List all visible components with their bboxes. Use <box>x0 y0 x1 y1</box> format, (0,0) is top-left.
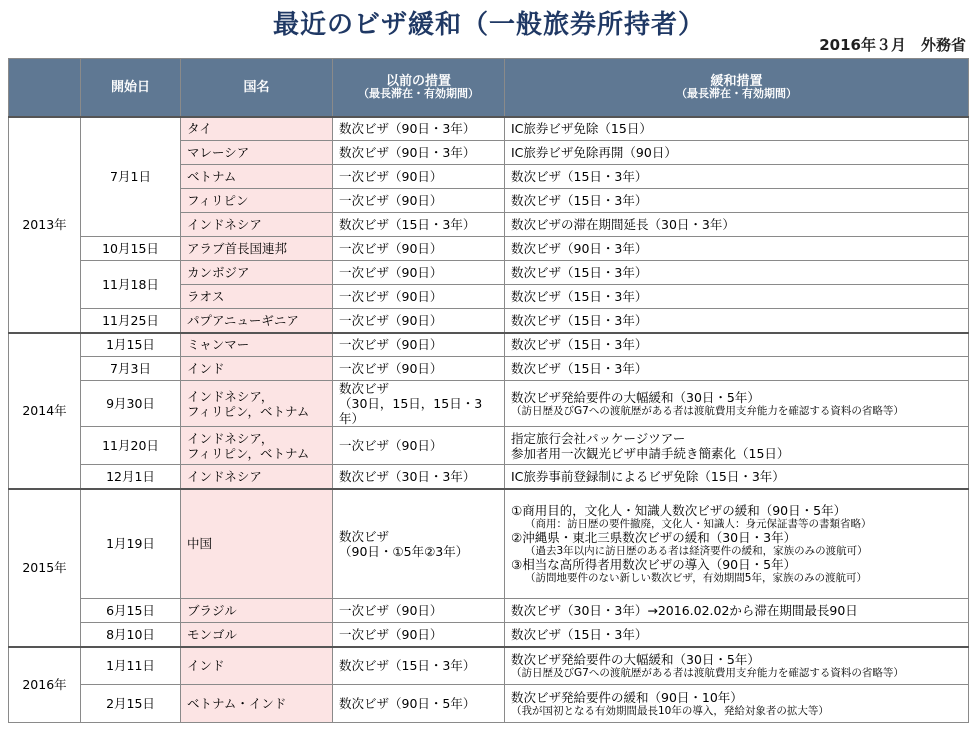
country-line: インドネシア， <box>187 430 274 446</box>
header-after-sub: （最長滞在・有効期間） <box>676 87 797 101</box>
header-after-main: 緩和措置 <box>710 74 763 90</box>
table-row <box>9 357 969 381</box>
country-cell: ベトナム <box>181 165 333 189</box>
country-cell: 中国 <box>181 489 333 599</box>
before-line: （90日・①5年②3年） <box>339 543 469 559</box>
after-cell: IC旅券ビザ免除再開（90日） <box>505 141 969 165</box>
before-cell: 一次ビザ（90日） <box>333 165 505 189</box>
country-cell: ラオス <box>181 285 333 309</box>
before-cell: 一次ビザ（90日） <box>333 237 505 261</box>
after-line: 参加者用一次観光ビザ申請手続き簡素化（15日） <box>511 445 790 461</box>
year-cell: 2014年 <box>9 333 81 489</box>
country-cell: ベトナム・インド <box>181 685 333 723</box>
after-note: （訪日歴及びG7への渡航歴がある者は渡航費用支弁能力を確認する資料の省略等） <box>511 405 904 417</box>
after-note: （我が国初となる有効期間最長10年の導入，発給対象者の拡大等） <box>511 705 829 717</box>
visa-table <box>8 58 969 723</box>
before-cell: 一次ビザ（90日） <box>333 427 505 465</box>
after-cell: IC旅券事前登録制によるビザ免除（15日・3年） <box>505 465 969 489</box>
header-before-main: 以前の措置 <box>385 74 451 90</box>
country-cell: フィリピン <box>181 189 333 213</box>
after-cell: IC旅券ビザ免除（15日） <box>505 117 969 141</box>
country-cell: モンゴル <box>181 623 333 647</box>
year-cell: 2013年 <box>9 117 81 333</box>
header-year <box>9 59 81 117</box>
table-row <box>9 685 969 723</box>
country-cell: ミャンマー <box>181 333 333 357</box>
after-line: ①商用目的，文化人・知識人数次ビザの緩和（90日・5年） <box>511 503 847 519</box>
date-cell: 11月20日 <box>81 427 181 465</box>
before-cell: 数次ビザ（15日・3年） <box>333 213 505 237</box>
before-cell: 一次ビザ（90日） <box>333 261 505 285</box>
after-cell <box>505 381 969 427</box>
country-line: フィリピン，ベトナム <box>187 403 310 419</box>
header-after <box>505 59 969 117</box>
after-cell: 数次ビザ（15日・3年） <box>505 189 969 213</box>
table-row <box>9 465 969 489</box>
date-cell: 1月15日 <box>81 333 181 357</box>
date-cell: 10月15日 <box>81 237 181 261</box>
country-line: フィリピン，ベトナム <box>187 445 310 461</box>
date-cell: 7月1日 <box>81 117 181 237</box>
date-cell: 6月15日 <box>81 599 181 623</box>
year-cell: 2016年 <box>9 647 81 723</box>
country-cell: アラブ首長国連邦 <box>181 237 333 261</box>
after-cell: 数次ビザの滞在期間延長（30日・3年） <box>505 213 969 237</box>
after-cell <box>505 489 969 599</box>
before-cell: 一次ビザ（90日） <box>333 285 505 309</box>
after-cell: 数次ビザ（15日・3年） <box>505 261 969 285</box>
after-line: 数次ビザ発給要件の大幅緩和（30日・5年） <box>511 390 760 405</box>
before-cell: 一次ビザ（90日） <box>333 623 505 647</box>
after-cell <box>505 647 969 685</box>
header-start-date: 開始日 <box>81 59 181 117</box>
before-cell: 一次ビザ（90日） <box>333 357 505 381</box>
before-cell: 一次ビザ（90日） <box>333 333 505 357</box>
header-row <box>9 59 969 117</box>
table-row <box>9 381 969 427</box>
after-cell <box>505 427 969 465</box>
after-line: ③相当な高所得者用数次ビザの導入（90日・5年） <box>511 557 797 573</box>
country-cell: マレーシア <box>181 141 333 165</box>
country-cell <box>181 427 333 465</box>
country-cell <box>181 381 333 427</box>
date-cell: 11月25日 <box>81 309 181 333</box>
before-cell: 一次ビザ（90日） <box>333 309 505 333</box>
before-cell <box>333 489 505 599</box>
table-row <box>9 237 969 261</box>
before-line: 数次ビザ <box>339 528 390 544</box>
header-before <box>333 59 505 117</box>
date-cell: 9月30日 <box>81 381 181 427</box>
source-date: 2016年３月 外務省 <box>819 36 966 54</box>
country-cell: インドネシア <box>181 465 333 489</box>
after-line: ②沖縄県・東北三県数次ビザの緩和（30日・3年） <box>511 530 797 546</box>
after-cell: 数次ビザ（90日・3年） <box>505 237 969 261</box>
after-cell: 数次ビザ（15日・3年） <box>505 285 969 309</box>
after-note: （過去3年以内に訪日歴のある者は経済要件の緩和，家族のみの渡航可） <box>525 545 868 558</box>
country-cell: インドネシア <box>181 213 333 237</box>
after-line: 数次ビザ発給要件の緩和（90日・10年） <box>511 690 743 705</box>
table-row <box>9 333 969 357</box>
table-row <box>9 623 969 647</box>
table-row <box>9 261 969 285</box>
before-cell: 数次ビザ（30日・3年） <box>333 465 505 489</box>
after-cell: 数次ビザ（15日・3年） <box>505 623 969 647</box>
country-cell: パプアニューギニア <box>181 309 333 333</box>
date-cell: 8月10日 <box>81 623 181 647</box>
page-title: 最近のビザ緩和（一般旅券所持者） <box>272 10 705 40</box>
date-cell: 2月15日 <box>81 685 181 723</box>
country-cell: タイ <box>181 117 333 141</box>
country-cell: インド <box>181 357 333 381</box>
after-cell: 数次ビザ（15日・3年） <box>505 165 969 189</box>
after-note: （訪日歴及びG7への渡航歴がある者は渡航費用支弁能力を確認する資料の省略等） <box>511 667 904 680</box>
table-row <box>9 489 969 599</box>
country-cell: インド <box>181 647 333 685</box>
after-cell: 数次ビザ（15日・3年） <box>505 357 969 381</box>
year-cell: 2015年 <box>9 489 81 647</box>
before-line: 数次ビザ <box>339 381 390 396</box>
after-line: 数次ビザ発給要件の大幅緩和（30日・5年） <box>511 652 760 668</box>
after-line: 指定旅行会社パッケージツアー <box>511 430 686 446</box>
after-cell: 数次ビザ（30日・3年）→2016.02.02から滞在期間最長90日 <box>505 599 969 623</box>
before-cell <box>333 381 505 427</box>
header-before-sub: （最長滞在・有効期間） <box>358 87 479 101</box>
country-cell: カンボジア <box>181 261 333 285</box>
country-line: インドネシア， <box>187 388 274 404</box>
date-cell: 12月1日 <box>81 465 181 489</box>
table-row <box>9 427 969 465</box>
after-note: （訪問地要件のない新しい数次ビザ，有効期間5年，家族のみの渡航可） <box>525 572 867 585</box>
country-cell: ブラジル <box>181 599 333 623</box>
before-cell: 数次ビザ（15日・3年） <box>333 647 505 685</box>
date-cell: 11月18日 <box>81 261 181 309</box>
before-line: （30日，15日，15日・3年） <box>339 396 483 426</box>
before-cell: 数次ビザ（90日・5年） <box>333 685 505 723</box>
table-row <box>9 647 969 685</box>
date-cell: 1月19日 <box>81 489 181 599</box>
after-cell <box>505 685 969 723</box>
before-cell: 数次ビザ（90日・3年） <box>333 141 505 165</box>
after-note: （商用：訪日歴の要件撤廃，文化人・知識人：身元保証書等の書類省略） <box>525 518 872 531</box>
date-cell: 7月3日 <box>81 357 181 381</box>
before-cell: 一次ビザ（90日） <box>333 189 505 213</box>
table-row <box>9 309 969 333</box>
table-row <box>9 599 969 623</box>
table-row <box>9 117 969 141</box>
after-cell: 数次ビザ（15日・3年） <box>505 309 969 333</box>
before-cell: 数次ビザ（90日・3年） <box>333 117 505 141</box>
date-cell: 1月11日 <box>81 647 181 685</box>
after-cell: 数次ビザ（15日・3年） <box>505 333 969 357</box>
header-country: 国名 <box>181 59 333 117</box>
before-cell: 一次ビザ（90日） <box>333 599 505 623</box>
